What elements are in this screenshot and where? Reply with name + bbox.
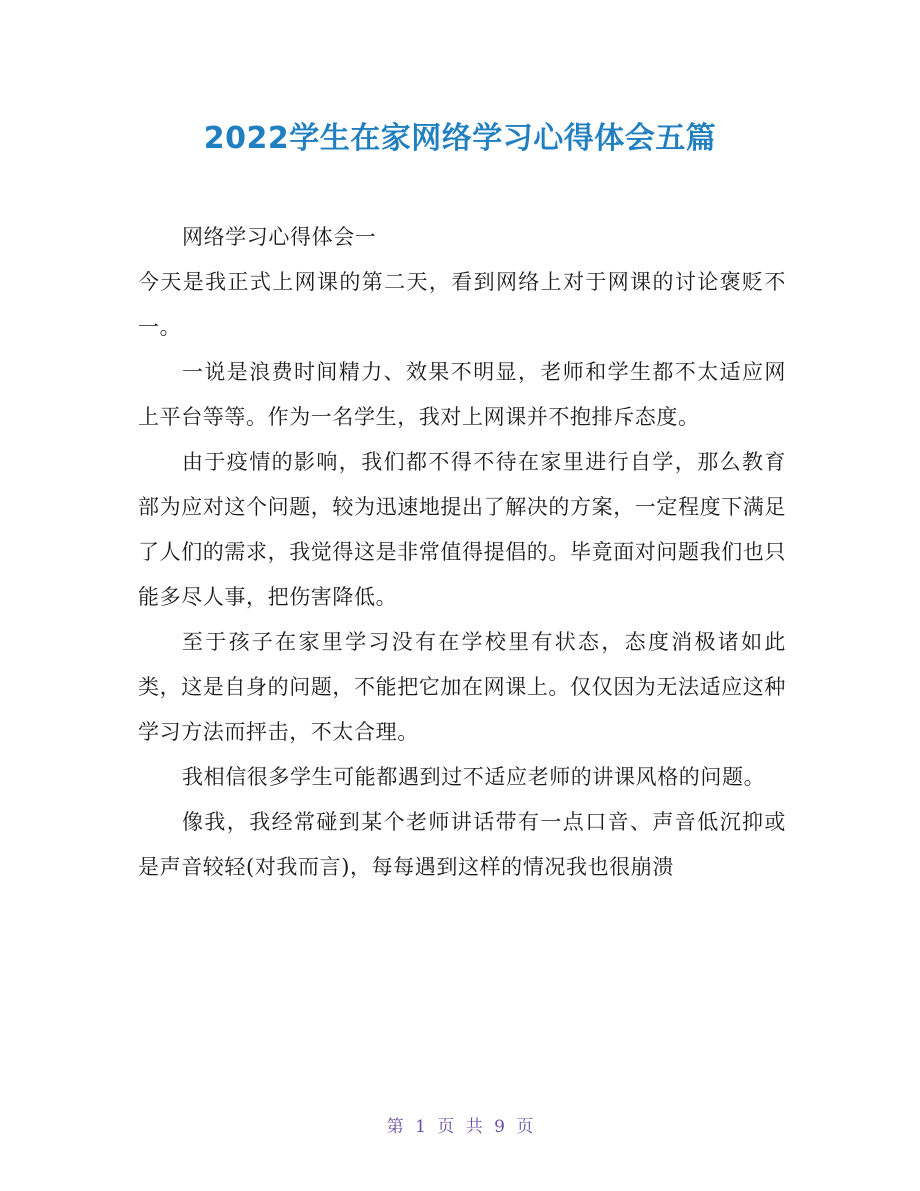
paragraph: 今天是我正式上网课的第二天，看到网络上对于网课的讨论褒贬不一。 xyxy=(138,270,786,339)
page-number-footer: 第 1 页 共 9 页 xyxy=(386,1117,534,1137)
document-body xyxy=(138,215,786,890)
paragraph-heading: 网络学习心得体会一 xyxy=(182,225,377,249)
paragraph: 至于孩子在家里学习没有在学校里有状态，态度消极诸如此类，这是自身的问题，不能把它加在网课上。仅仅因为无法适应这种学习方法而抨击，不太合理。 xyxy=(138,630,786,744)
paragraph: 一说是浪费时间精力、效果不明显，老师和学生都不太适应网上平台等等。作为一名学生，我对上网课并不抱排斥态度。 xyxy=(138,360,786,429)
document-title: 2022学生在家网络学习心得体会五篇 xyxy=(203,121,717,156)
paragraph: 我相信很多学生可能都遇到过不适应老师的讲课风格的问题。 xyxy=(182,765,766,789)
paragraph: 由于疫情的影响，我们都不得不待在家里进行自学，那么教育部为应对这个问题，较为迅速地提出了解决的方案，一定程度下满足了人们的需求，我觉得这是非常值得提倡的。毕竟面对问题我们也只能多尽人事，把伤害降低。 xyxy=(138,450,786,609)
paragraph: 像我，我经常碰到某个老师讲话带有一点口音、声音低沉抑或是声音较轻(对我而言)，每每遇到这样的情况我也很崩溃 xyxy=(138,810,786,879)
